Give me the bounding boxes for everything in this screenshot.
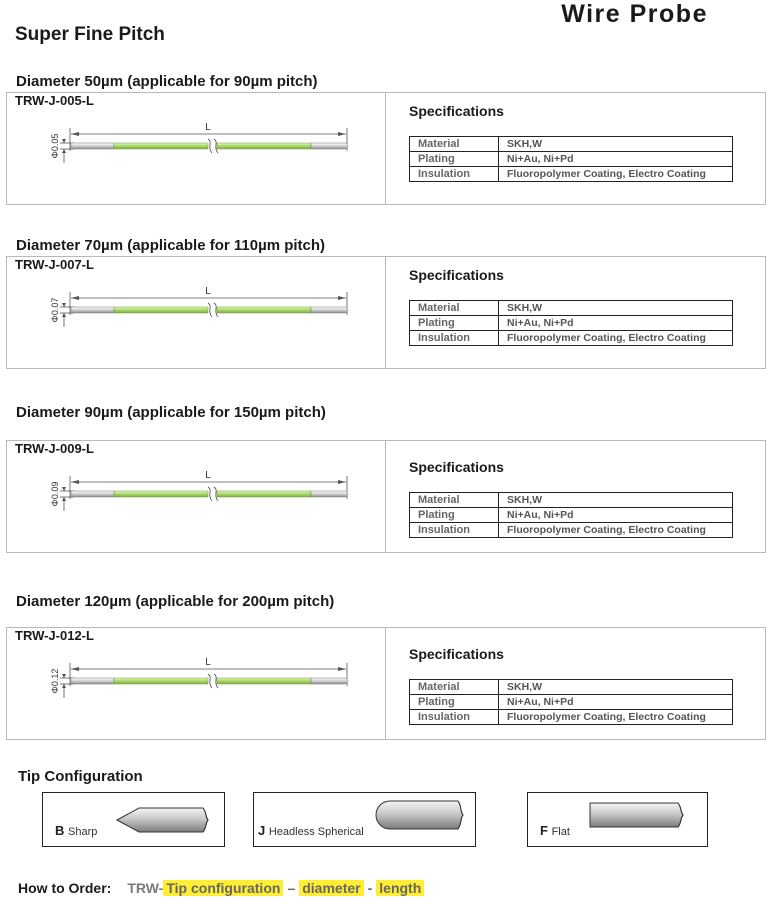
sharp-tip-icon — [113, 805, 219, 835]
probe-panel — [6, 92, 766, 205]
arrowhead — [62, 139, 66, 143]
arrowhead — [62, 303, 66, 307]
tip-code-headless-spherical — [258, 823, 364, 838]
probe-panel — [6, 627, 766, 740]
break-mark — [208, 303, 212, 317]
spec-value: Fluoropolymer Coating, Electro Coating — [499, 710, 733, 725]
arrowhead — [71, 480, 79, 484]
spherical-tip-icon — [372, 799, 472, 831]
section-title: Diameter 70µm (applicable for 110µm pitch) — [16, 237, 326, 254]
spec-key: Plating — [410, 152, 499, 167]
arrowhead — [71, 296, 79, 300]
spec-heading: Specifications — [409, 459, 504, 475]
probe-metal-end — [71, 143, 114, 149]
order-length: length — [376, 880, 424, 896]
spec-heading: Specifications — [409, 103, 504, 119]
model-code: TRW-J-009-L — [15, 441, 94, 456]
spec-value: SKH,W — [499, 301, 733, 316]
spec-key: Plating — [410, 316, 499, 331]
probe-drawing — [27, 279, 367, 349]
probe-insulation — [114, 678, 208, 684]
spec-key: Insulation — [410, 331, 499, 346]
arrowhead — [62, 149, 66, 153]
spec-key: Plating — [410, 508, 499, 523]
spec-key: Material — [410, 301, 499, 316]
spec-heading: Specifications — [409, 646, 504, 662]
section-title: Diameter 50µm (applicable for 90µm pitch) — [16, 73, 318, 90]
spec-row-insulation — [410, 167, 733, 182]
length-label: L — [205, 470, 211, 481]
length-label: L — [205, 286, 211, 297]
probe-insulation — [217, 491, 311, 497]
probe-insulation — [114, 307, 208, 313]
spec-table — [409, 492, 733, 538]
tip-option-sharp — [42, 792, 225, 847]
spec-row-insulation — [410, 710, 733, 725]
spec-value: Ni+Au, Ni+Pd — [499, 316, 733, 331]
probe-drawing — [27, 463, 367, 533]
order-separator: – — [287, 880, 296, 896]
page-subtitle: Super Fine Pitch — [15, 24, 165, 45]
order-separator: - — [367, 880, 373, 896]
diameter-label: Φ0.05 — [50, 133, 60, 159]
model-code: TRW-J-007-L — [15, 257, 94, 272]
order-diameter: diameter — [299, 880, 363, 896]
arrowhead — [338, 667, 346, 671]
spec-key: Insulation — [410, 167, 499, 182]
arrowhead — [338, 296, 346, 300]
order-tip-config: Tip configuration — [163, 880, 283, 896]
spec-row-insulation — [410, 331, 733, 346]
order-prefix: TRW- — [127, 880, 164, 896]
break-mark — [208, 487, 212, 501]
spec-table — [409, 136, 733, 182]
spec-key: Material — [410, 493, 499, 508]
length-label: L — [205, 657, 211, 668]
arrowhead — [62, 487, 66, 491]
tip-option-headless-spherical — [253, 792, 476, 847]
probe-metal-end — [71, 678, 114, 684]
probe-insulation — [114, 143, 208, 149]
spec-value: SKH,W — [499, 680, 733, 695]
probe-metal-end — [311, 143, 348, 149]
panel-divider — [385, 257, 386, 368]
tip-label: Flat — [551, 826, 570, 838]
diameter-label: Φ0.07 — [50, 297, 60, 323]
spec-row-plating — [410, 152, 733, 167]
order-code-line — [18, 880, 424, 896]
probe-insulation — [217, 143, 311, 149]
arrowhead — [338, 132, 346, 136]
tip-letter: F — [540, 823, 548, 838]
arrowhead — [62, 497, 66, 501]
spec-row-material — [410, 301, 733, 316]
spec-value: Ni+Au, Ni+Pd — [499, 508, 733, 523]
tip-letter: B — [55, 823, 65, 838]
spec-key: Insulation — [410, 523, 499, 538]
spec-row-material — [410, 493, 733, 508]
spec-value: SKH,W — [499, 493, 733, 508]
break-mark — [208, 674, 212, 688]
diameter-label: Φ0.09 — [50, 481, 60, 507]
arrowhead — [62, 313, 66, 317]
arrowhead — [71, 132, 79, 136]
spec-table — [409, 679, 733, 725]
spec-value: Fluoropolymer Coating, Electro Coating — [499, 167, 733, 182]
section-title: Diameter 90µm (applicable for 150µm pitch) — [16, 404, 326, 421]
probe-metal-end — [71, 307, 114, 313]
probe-metal-end — [311, 491, 348, 497]
document-title: Wire Probe — [561, 0, 708, 28]
model-code: TRW-J-012-L — [15, 628, 94, 643]
spec-value: Fluoropolymer Coating, Electro Coating — [499, 331, 733, 346]
spec-table — [409, 300, 733, 346]
probe-panel — [6, 440, 766, 553]
spec-key: Insulation — [410, 710, 499, 725]
spec-value: Ni+Au, Ni+Pd — [499, 152, 733, 167]
probe-insulation — [217, 678, 311, 684]
probe-insulation — [114, 491, 208, 497]
panel-divider — [385, 628, 386, 739]
spec-key: Material — [410, 680, 499, 695]
break-mark — [208, 139, 212, 153]
spec-value: Fluoropolymer Coating, Electro Coating — [499, 523, 733, 538]
arrowhead — [62, 684, 66, 688]
probe-drawing — [27, 650, 367, 720]
probe-metal-end — [311, 678, 348, 684]
spec-row-insulation — [410, 523, 733, 538]
probe-metal-end — [71, 491, 114, 497]
spec-key: Material — [410, 137, 499, 152]
order-label: How to Order: — [18, 880, 112, 896]
arrowhead — [338, 480, 346, 484]
spec-key: Plating — [410, 695, 499, 710]
spec-row-plating — [410, 316, 733, 331]
probe-insulation — [217, 307, 311, 313]
spec-heading: Specifications — [409, 267, 504, 283]
spec-row-plating — [410, 695, 733, 710]
spec-value: SKH,W — [499, 137, 733, 152]
tip-config-title: Tip Configuration — [18, 768, 143, 785]
probe-panel — [6, 256, 766, 369]
section-title: Diameter 120µm (applicable for 200µm pitch) — [16, 593, 335, 610]
tip-label: Sharp — [68, 826, 98, 838]
spec-row-material — [410, 137, 733, 152]
tip-code-flat — [540, 823, 570, 838]
flat-tip-icon — [586, 800, 690, 830]
tip-code-sharp — [55, 823, 97, 838]
arrowhead — [62, 674, 66, 678]
tip-label: Headless Spherical — [268, 826, 364, 838]
spec-row-material — [410, 680, 733, 695]
spec-value: Ni+Au, Ni+Pd — [499, 695, 733, 710]
tip-letter: J — [258, 823, 266, 838]
diameter-label: Φ0.12 — [50, 668, 60, 694]
arrowhead — [71, 667, 79, 671]
spec-row-plating — [410, 508, 733, 523]
length-label: L — [205, 122, 211, 133]
probe-drawing — [27, 115, 367, 185]
tip-option-flat — [527, 792, 708, 847]
panel-divider — [385, 93, 386, 204]
panel-divider — [385, 441, 386, 552]
probe-metal-end — [311, 307, 348, 313]
model-code: TRW-J-005-L — [15, 93, 94, 108]
